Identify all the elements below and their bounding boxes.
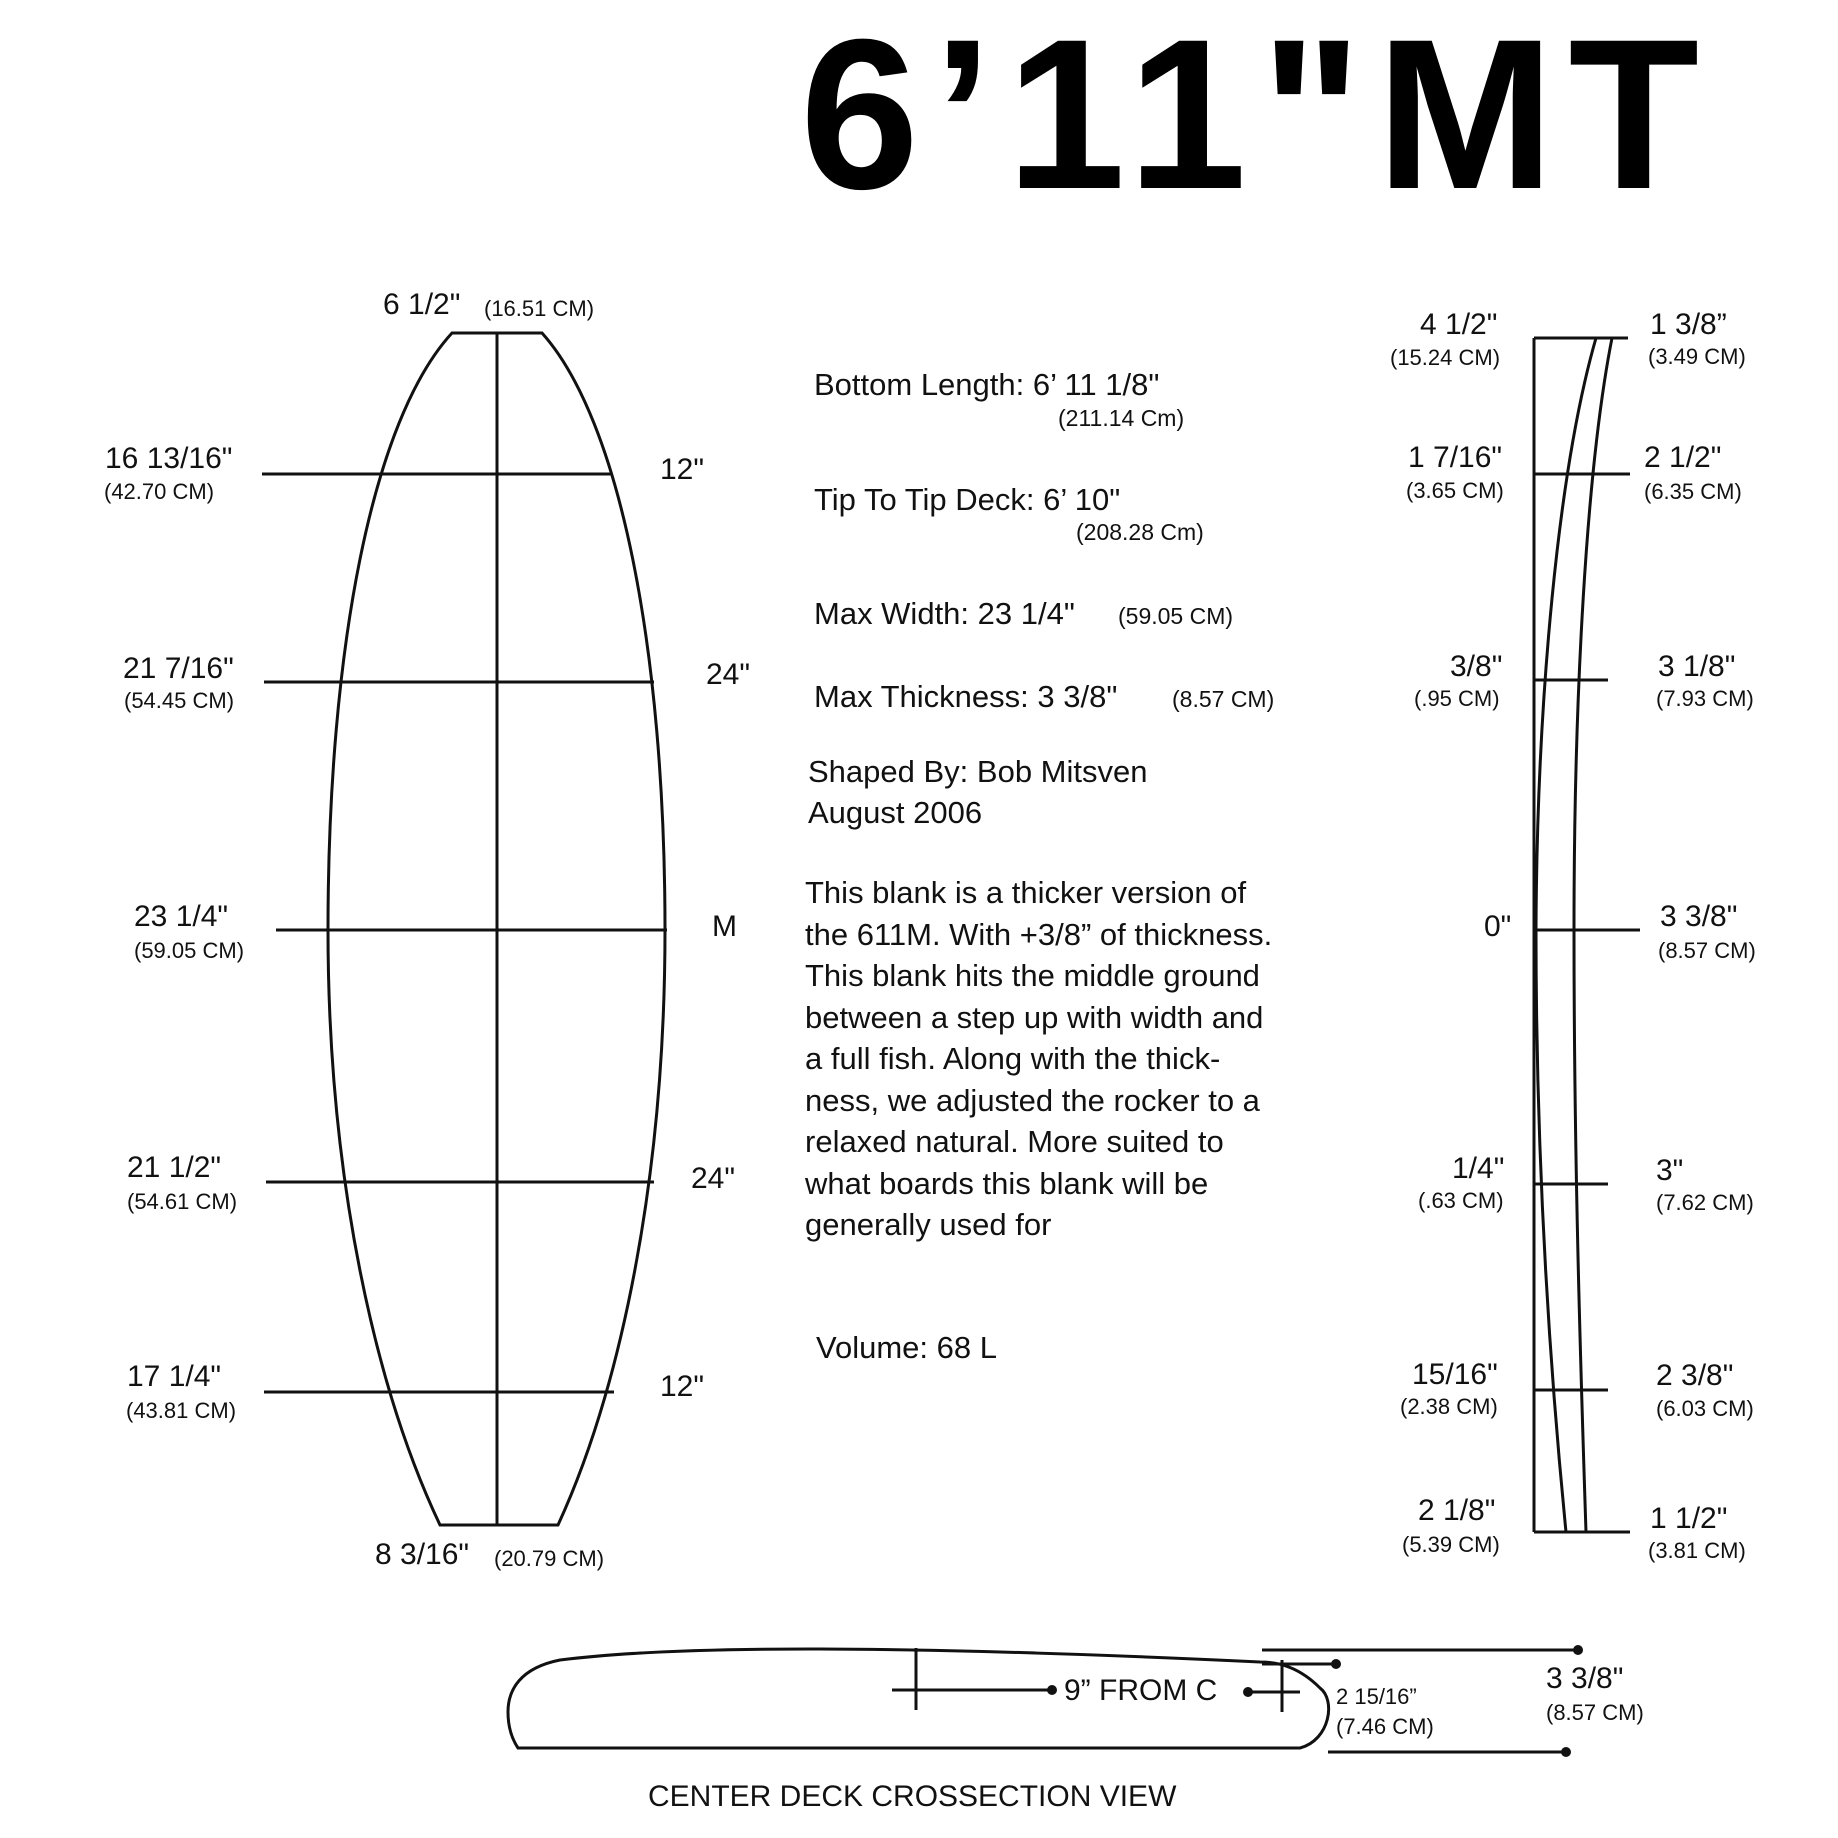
crosssection-caption: CENTER DECK CROSSECTION VIEW <box>648 1780 1177 1813</box>
rail-thickness: 2 15/16” <box>1336 1684 1417 1709</box>
from-center-label: 9” FROM C <box>1064 1674 1218 1707</box>
rocker-left-cm-7: (5.39 CM) <box>1402 1532 1500 1557</box>
rocker-right-cm-5: (7.62 CM) <box>1656 1190 1754 1215</box>
rocker-left-cm-5: (.63 CM) <box>1418 1188 1504 1213</box>
nose-width-cm: (16.51 CM) <box>484 296 595 321</box>
description: This blank is a thicker version of the 611M. With +3/8” of thickness. This blank hits the middle ground between a step up with width and a full fish. Along with the thick- ness, we adjusted the rocker to a relaxed natural. More suited to what boards this blank will be generally used for <box>805 875 1273 1242</box>
rocker-right-cm-1: (3.49 CM) <box>1648 344 1746 369</box>
station-cm-4: (54.61 CM) <box>127 1189 238 1214</box>
rocker-left-6: 15/16" <box>1412 1358 1498 1391</box>
station-width-1: 16 13/16" <box>105 442 233 475</box>
crosssection-thickness: 3 3/8" <box>1546 1662 1624 1695</box>
rocker-right-2: 2 1/2" <box>1644 441 1722 474</box>
nose-width-value: 6 1/2" <box>383 288 461 321</box>
volume: Volume: 68 L <box>816 1330 997 1365</box>
rocker-right-5: 3" <box>1656 1154 1684 1187</box>
station-label-1: 12" <box>660 453 705 486</box>
tip-to-tip: Tip To Tip Deck: 6’ 10" <box>814 482 1121 517</box>
max-thickness: Max Thickness: 3 3/8" <box>814 679 1118 714</box>
tip-to-tip-cm: (208.28 Cm) <box>1076 519 1204 545</box>
rail-thickness-cm: (7.46 CM) <box>1336 1714 1434 1739</box>
station-width-4: 21 1/2" <box>127 1151 222 1184</box>
station-cm-2: (54.45 CM) <box>124 688 235 713</box>
rocker-left-5: 1/4" <box>1452 1152 1505 1185</box>
station-width-5: 17 1/4" <box>127 1360 222 1393</box>
bottom-length-cm: (211.14 Cm) <box>1058 405 1185 431</box>
bottom-length: Bottom Length: 6’ 11 1/8" <box>814 367 1160 402</box>
rocker-left-cm-3: (.95 CM) <box>1414 686 1500 711</box>
station-label-5: 12" <box>660 1370 705 1403</box>
rocker-right-cm-2: (6.35 CM) <box>1644 479 1742 504</box>
rocker-right-cm-4: (8.57 CM) <box>1658 938 1756 963</box>
tail-width-cm: (20.79 CM) <box>494 1546 605 1571</box>
rocker-right-cm-6: (6.03 CM) <box>1656 1396 1754 1421</box>
rocker-left-3: 3/8" <box>1450 650 1503 683</box>
rocker-left-2: 1 7/16" <box>1408 441 1503 474</box>
station-cm-3: (59.05 CM) <box>134 938 245 963</box>
rocker-left-1: 4 1/2" <box>1420 308 1498 341</box>
rocker-right-1: 1 3/8” <box>1650 308 1727 341</box>
rocker-left-7: 2 1/8" <box>1418 1494 1496 1527</box>
rocker-left-cm-1: (15.24 CM) <box>1390 345 1501 370</box>
rocker-left-cm-2: (3.65 CM) <box>1406 478 1504 503</box>
max-width-cm: (59.05 CM) <box>1118 603 1234 629</box>
max-thickness-cm: (8.57 CM) <box>1172 686 1275 712</box>
crosssection-thickness-cm: (8.57 CM) <box>1546 1700 1644 1725</box>
station-label-4: 24" <box>691 1162 736 1195</box>
station-label-2: 24" <box>706 658 751 691</box>
rocker-left-4: 0" <box>1484 910 1512 943</box>
page-title: 6’11"MT <box>800 0 1714 234</box>
tail-width-value: 8 3/16" <box>375 1538 470 1571</box>
station-cm-5: (43.81 CM) <box>126 1398 237 1423</box>
station-width-2: 21 7/16" <box>123 652 234 685</box>
rocker-right-4: 3 3/8" <box>1660 900 1738 933</box>
rocker-left-cm-6: (2.38 CM) <box>1400 1394 1498 1419</box>
rocker-right-3: 3 1/8" <box>1658 650 1736 683</box>
max-width: Max Width: 23 1/4" <box>814 596 1075 631</box>
station-cm-1: (42.70 CM) <box>104 479 215 504</box>
station-width-3: 23 1/4" <box>134 900 229 933</box>
rocker-bottom-curve <box>1536 338 1596 1532</box>
rocker-right-6: 2 3/8" <box>1656 1359 1734 1392</box>
date: August 2006 <box>808 795 983 830</box>
shaped-by: Shaped By: Bob Mitsven <box>808 754 1148 789</box>
station-label-3: M <box>712 910 737 943</box>
rocker-deck-curve <box>1574 338 1612 1532</box>
rocker-right-cm-7: (3.81 CM) <box>1648 1538 1746 1563</box>
rocker-right-cm-3: (7.93 CM) <box>1656 686 1754 711</box>
rocker-right-7: 1 1/2" <box>1650 1502 1728 1535</box>
